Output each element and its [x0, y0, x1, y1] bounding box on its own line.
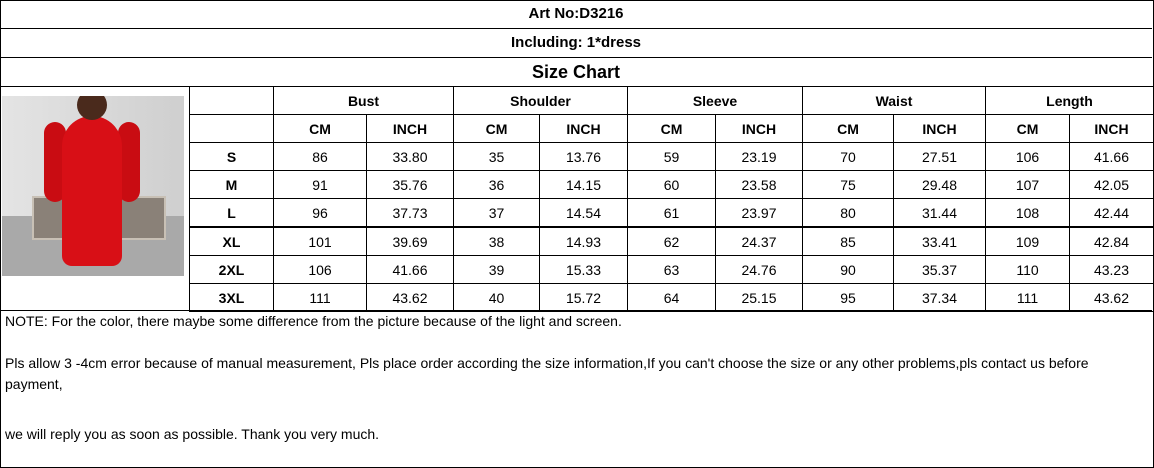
- table-cell: 15.72: [540, 284, 628, 312]
- unit-header: INCH: [540, 115, 628, 143]
- table-cell: 14.15: [540, 171, 628, 199]
- table-cell: 39.69: [367, 227, 454, 256]
- table-cell: 80: [803, 199, 894, 228]
- size-label: XL: [190, 227, 274, 256]
- table-cell: 109: [986, 227, 1070, 256]
- table-cell: 43.62: [367, 284, 454, 312]
- table-cell: 86: [274, 143, 367, 171]
- unit-header: CM: [803, 115, 894, 143]
- table-row: [190, 171, 1154, 199]
- size-label: L: [190, 199, 274, 228]
- group-header: Length: [986, 87, 1154, 115]
- table-row: [190, 227, 1154, 256]
- table-cell: 29.48: [894, 171, 986, 199]
- table-cell: 96: [274, 199, 367, 228]
- table-cell: 31.44: [894, 199, 986, 228]
- table-cell: 37.73: [367, 199, 454, 228]
- table-cell: 42.05: [1070, 171, 1154, 199]
- size-table: [189, 86, 1154, 312]
- table-cell: 37.34: [894, 284, 986, 312]
- size-label: S: [190, 143, 274, 171]
- table-cell: 110: [986, 256, 1070, 284]
- table-cell: 33.80: [367, 143, 454, 171]
- table-cell: 24.37: [716, 227, 803, 256]
- table-cell: 14.54: [540, 199, 628, 228]
- table-row: [190, 284, 1154, 312]
- table-cell: 23.19: [716, 143, 803, 171]
- group-header: Waist: [803, 87, 986, 115]
- table-row: [190, 143, 1154, 171]
- unit-header: INCH: [1070, 115, 1154, 143]
- table-cell: 27.51: [894, 143, 986, 171]
- table-cell: 107: [986, 171, 1070, 199]
- table-cell: 35: [454, 143, 540, 171]
- unit-header: INCH: [716, 115, 803, 143]
- table-cell: 40: [454, 284, 540, 312]
- notes: [5, 311, 1145, 445]
- table-cell: 23.97: [716, 199, 803, 228]
- table-cell: 35.37: [894, 256, 986, 284]
- table-cell: 60: [628, 171, 716, 199]
- art-number: Art No:D3216: [0, 0, 1152, 29]
- table-cell: 101: [274, 227, 367, 256]
- unit-header: CM: [274, 115, 367, 143]
- table-cell: 95: [803, 284, 894, 312]
- group-header: Shoulder: [454, 87, 628, 115]
- table-cell: 70: [803, 143, 894, 171]
- table-cell: 14.93: [540, 227, 628, 256]
- table-cell: 15.33: [540, 256, 628, 284]
- table-cell: 111: [986, 284, 1070, 312]
- group-header: Sleeve: [628, 87, 803, 115]
- table-cell: 106: [986, 143, 1070, 171]
- unit-header-row: [190, 115, 1154, 143]
- table-cell: 36: [454, 171, 540, 199]
- note-measurement: Pls allow 3 -4cm error because of manual measurement, Pls place order according the size information,If you can't choose the size or any other problems,pls contact us before payment,: [5, 355, 1089, 392]
- size-label: M: [190, 171, 274, 199]
- table-cell: 75: [803, 171, 894, 199]
- table-cell: 24.76: [716, 256, 803, 284]
- table-cell: 33.41: [894, 227, 986, 256]
- unit-header: CM: [628, 115, 716, 143]
- product-photo: [2, 96, 184, 276]
- table-cell: 41.66: [1070, 143, 1154, 171]
- table-cell: 61: [628, 199, 716, 228]
- group-header: Bust: [274, 87, 454, 115]
- table-cell: 25.15: [716, 284, 803, 312]
- note-color: NOTE: For the color, there maybe some difference from the picture because of the light and screen.: [5, 313, 622, 329]
- table-cell: 41.66: [367, 256, 454, 284]
- table-cell: 35.76: [367, 171, 454, 199]
- table-cell: 13.76: [540, 143, 628, 171]
- table-cell: 91: [274, 171, 367, 199]
- note-reply: we will reply you as soon as possible. Thank you very much.: [5, 426, 380, 442]
- table-cell: 59: [628, 143, 716, 171]
- size-label: 3XL: [190, 284, 274, 312]
- table-cell: 37: [454, 199, 540, 228]
- table-row: [190, 256, 1154, 284]
- unit-header: INCH: [367, 115, 454, 143]
- unit-header: INCH: [894, 115, 986, 143]
- group-header-row: [190, 87, 1154, 115]
- table-cell: 62: [628, 227, 716, 256]
- table-cell: 38: [454, 227, 540, 256]
- table-cell: 90: [803, 256, 894, 284]
- including-text: Including: 1*dress: [0, 29, 1152, 58]
- table-cell: 63: [628, 256, 716, 284]
- table-row: [190, 199, 1154, 228]
- corner-cell: [190, 87, 274, 115]
- table-cell: 106: [274, 256, 367, 284]
- table-cell: 42.84: [1070, 227, 1154, 256]
- size-chart-title: Size Chart: [0, 58, 1152, 87]
- table-cell: 111: [274, 284, 367, 312]
- table-cell: 23.58: [716, 171, 803, 199]
- table-cell: 39: [454, 256, 540, 284]
- table-cell: 64: [628, 284, 716, 312]
- unit-header: CM: [986, 115, 1070, 143]
- table-cell: 108: [986, 199, 1070, 228]
- table-cell: 43.62: [1070, 284, 1154, 312]
- size-label: 2XL: [190, 256, 274, 284]
- table-cell: 43.23: [1070, 256, 1154, 284]
- table-cell: 42.44: [1070, 199, 1154, 228]
- table-cell: 85: [803, 227, 894, 256]
- unit-header: CM: [454, 115, 540, 143]
- corner-cell: [190, 115, 274, 143]
